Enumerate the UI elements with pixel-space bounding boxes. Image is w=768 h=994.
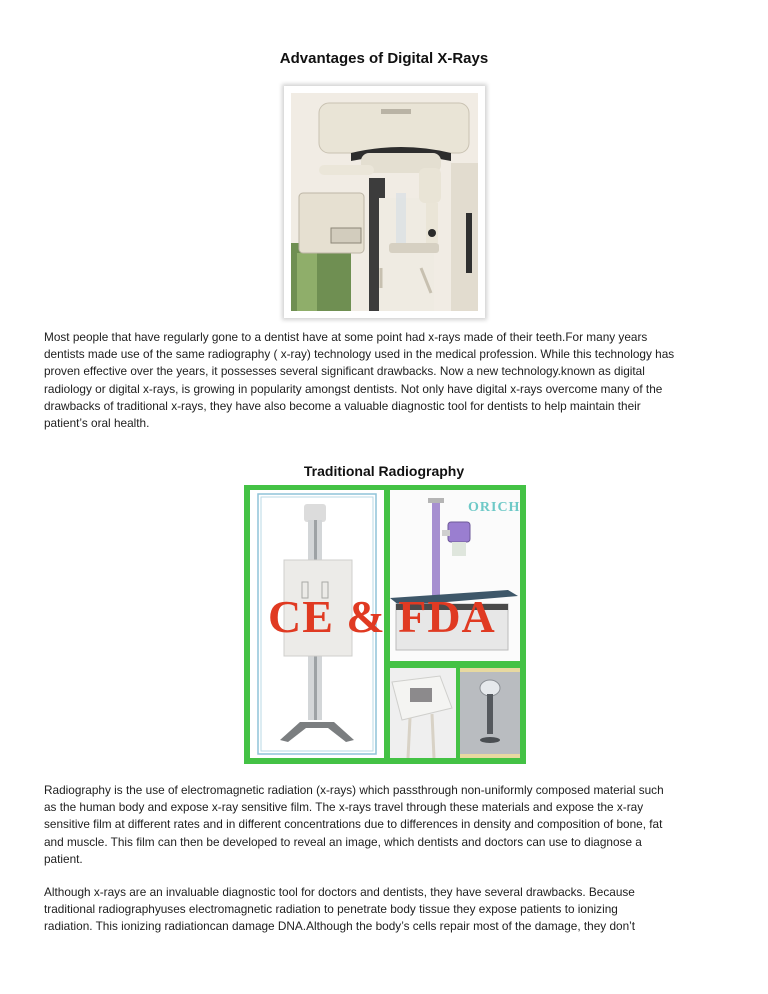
xray-tube-photo: [460, 668, 520, 758]
xray-machine-illustration: [291, 93, 478, 311]
text-line: traditional radiographyuses electromagnetic radiation to penetrate body tissue they expose patients to ionizing: [44, 902, 618, 917]
text-line: Radiography is the use of electromagnetic radiation (x-rays) which passthrough non-uniformly composed material such: [44, 783, 664, 797]
text-line: Most people that have regularly gone to a dentist have at some point had x-rays made of their teeth.For many years: [44, 330, 648, 344]
page-title: Advantages of Digital X-Rays: [279, 50, 489, 67]
text-line: proven effective over the years, it possesses several significant drawbacks. Now a new technology.known as digital: [44, 364, 645, 379]
text-line: dentists made use of the same radiography ( x-ray) technology used in the medical profession. While this technology has: [44, 347, 675, 362]
text-line: Although x-rays are an invaluable diagnostic tool for doctors and dentists, they have several drawbacks. Because: [44, 885, 635, 899]
text-line: radiology or digital x-rays, is growing in popularity amongst dentists. Not only have digital x-rays overcome many of the: [44, 381, 663, 396]
certification-overlay-text: CE & FDA: [268, 591, 496, 642]
text-line: patient.: [44, 851, 83, 866]
text-line: drawbacks of traditional x-rays, they have also become a valuable diagnostic tool for dentists to help maintain their: [44, 398, 641, 413]
text-line: sensitive film at different rates and in different concentrations due to differences in density and composition of bone, fat: [44, 817, 663, 832]
text-line: as the human body and expose x-ray sensitive film. The x-rays travel through these materials and expose the x-ray: [44, 800, 644, 815]
dental-xray-machine-photo: [284, 86, 485, 318]
drawbacks-paragraph: [44, 884, 734, 936]
text-line: and muscle. This film can then be developed to reveal an image, which dentists and doctors can use to diagnose a: [44, 834, 642, 849]
brand-label: ORICH: [468, 500, 520, 515]
text-line: radiation. This ionizing radiationcan damage DNA.Although the body’s cells repair most of the damage, they don’t: [44, 919, 636, 934]
radiography-paragraph: [44, 782, 734, 868]
control-panel-photo: [390, 668, 456, 758]
text-line: patient’s oral health.: [44, 416, 150, 431]
section-heading: Traditional Radiography: [303, 463, 465, 479]
intro-paragraph: [44, 329, 734, 432]
